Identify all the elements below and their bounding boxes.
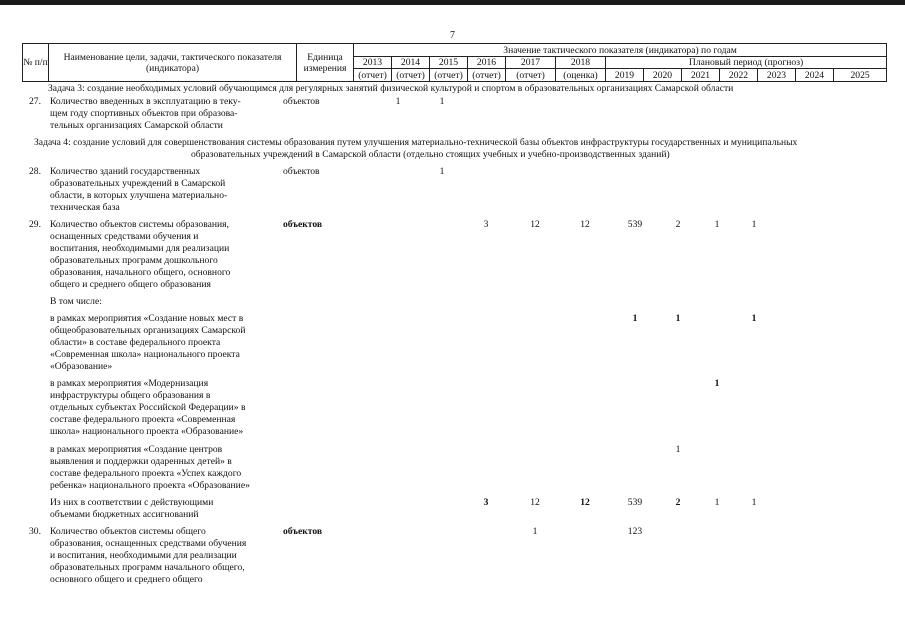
sub-2-line-4: составе федерального проекта «Современная [50,414,236,425]
year-2020: 2020 [644,69,682,82]
row-29-2021: 1 [714,219,720,230]
sub-2-line-2: инфраструктуры общего образования в [50,390,211,401]
row-30-line-4: образовательных программ начального общего, [50,562,245,573]
sub-1-line-3: области» в составе федерального проекта [50,337,221,348]
note-2018: (оценка) [556,69,606,82]
task-3-heading: Задача 3: создание необходимых условий обучающимся для регулярных занятий физической культурой и спортом в образовательных организациях Самарской области [48,83,734,94]
row-29-unit: объектов [283,219,323,230]
row-27-line-2: щем году спортивных объектов при образова- [50,108,238,119]
col-unit-header: Единица измерения [297,44,354,82]
note-2014: (отчет) [392,69,430,82]
row-27-2015: 1 [439,96,445,107]
row-29-number: 29. [29,219,41,230]
sub-2-2021: 1 [714,378,720,389]
sub-4-2016: 3 [483,497,489,508]
row-27-line-3: тельных организациях Самарской области [50,120,223,131]
row-29-line-3: воспитания, необходимыми для реализации [50,243,230,254]
page-number: 7 [450,30,455,41]
year-2019: 2019 [606,69,644,82]
col-name-header: Наименование цели, задачи, тактического показателя (индикатора) [49,44,297,82]
plan-caption: Плановый период (прогноз) [606,57,887,69]
sub-4-2019: 539 [627,497,643,508]
row-30-2019: 123 [627,526,643,537]
sub-1-2020: 1 [675,313,681,324]
table-header [22,43,887,82]
row-29-line-4: образовательных программ дошкольного [50,255,218,266]
year-2013: 2013 [354,57,392,69]
row-29-2016: 3 [483,219,489,230]
row-30-2017: 1 [532,526,538,537]
row-28-number: 28. [29,166,41,177]
year-2025: 2025 [834,69,887,82]
row-30-number: 30. [29,526,41,537]
row-30-line-2: образования, оснащенных средствами обучения [50,538,247,549]
row-28-line-3: области, в которых улучшена материально- [50,190,228,201]
year-2022: 2022 [720,69,758,82]
row-27-unit: объектов [283,96,320,107]
row-28-2015: 1 [439,166,445,177]
sub-3-2020: 1 [675,444,681,455]
sub-3-line-1: в рамках мероприятия «Создание центров [50,444,223,455]
row-28-unit: объектов [283,166,320,177]
sub-1-line-1: в рамках мероприятия «Создание новых мест в [50,313,244,324]
row-28-line-1: Количество зданий государственных [50,166,201,177]
row-29-2017: 12 [530,219,540,230]
row-29-2022: 1 [751,219,757,230]
row-30-line-1: Количество объектов системы общего [50,526,206,537]
row-27-number: 27. [29,96,41,107]
row-27-line-1: Количество введенных в эксплуатацию в теку- [50,96,241,107]
row-30-line-3: и воспитания, необходимыми для реализации [50,550,237,561]
including-label: В том числе: [50,296,102,307]
row-29-line-1: Количество объектов системы образования, [50,219,229,230]
year-2014: 2014 [392,57,430,69]
sub-2-line-1: в рамках мероприятия «Модернизация [50,378,209,389]
row-29-2018: 12 [580,219,590,230]
col-num-header: № п/п [23,44,49,82]
top-border [0,0,905,5]
sub-2-line-5: школа» национального проекта «Образование» [50,426,244,437]
year-2017: 2017 [506,57,556,69]
year-2015: 2015 [430,57,468,69]
sub-1-2022: 1 [751,313,757,324]
year-2023: 2023 [758,69,796,82]
year-2018: 2018 [556,57,606,69]
sub-3-line-3: составе федерального проекта «Успех каждого [50,468,242,479]
sub-4-2017: 12 [530,497,540,508]
year-2024: 2024 [796,69,834,82]
sub-1-line-5: «Образование» [50,361,113,372]
note-2013: (отчет) [354,69,392,82]
row-30-line-5: основного общего и среднего общего [50,574,203,585]
sub-4-line-2: объемами бюджетных ассигнований [50,509,199,520]
sub-3-line-4: ребенка» национального проекта «Образование» [50,480,250,491]
row-29-line-2: оснащенных средствами обучения и [50,231,199,242]
row-29-line-6: общего и среднего общего образования [50,279,211,290]
row-28-line-2: образовательных учреждений в Самарской [50,178,226,189]
sub-4-line-1: Из них в соответствии с действующими [50,497,214,508]
sub-1-line-2: общеобразовательных организациях Самарской [50,325,246,336]
year-2021: 2021 [682,69,720,82]
sub-1-2019: 1 [632,313,638,324]
row-29-line-5: образования, начального общего, основного [50,267,231,278]
row-28-line-4: техническая база [50,202,120,213]
task-4-heading-line-1: Задача 4: создание условий для совершенствования системы образования путем улучшения материально-технической базы объектов инфраструктуры государственных и муниципальных [34,137,798,148]
sub-4-2020: 2 [675,497,681,508]
values-caption: Значение тактического показателя (индикатора) по годам [354,44,887,57]
sub-1-line-4: «Современная школа» национального проекта [50,349,240,360]
task-4-heading-line-2: образовательных учреждений в Самарской области (отдельно стоящих учебных и учебно-производственных зданий) [191,149,670,160]
sub-4-2018: 12 [580,497,590,508]
note-2017: (отчет) [506,69,556,82]
note-2015: (отчет) [430,69,468,82]
row-27-2014: 1 [395,96,401,107]
sub-3-line-2: выявления и поддержки одаренных детей» в [50,456,232,467]
note-2016: (отчет) [468,69,506,82]
sub-4-2021: 1 [714,497,720,508]
row-30-unit: объектов [283,526,323,537]
row-29-2019: 539 [627,219,643,230]
sub-2-line-3: отдельных субъектах Российской Федерации» в [50,402,246,413]
sub-4-2022: 1 [751,497,757,508]
row-29-2020: 2 [675,219,681,230]
year-2016: 2016 [468,57,506,69]
